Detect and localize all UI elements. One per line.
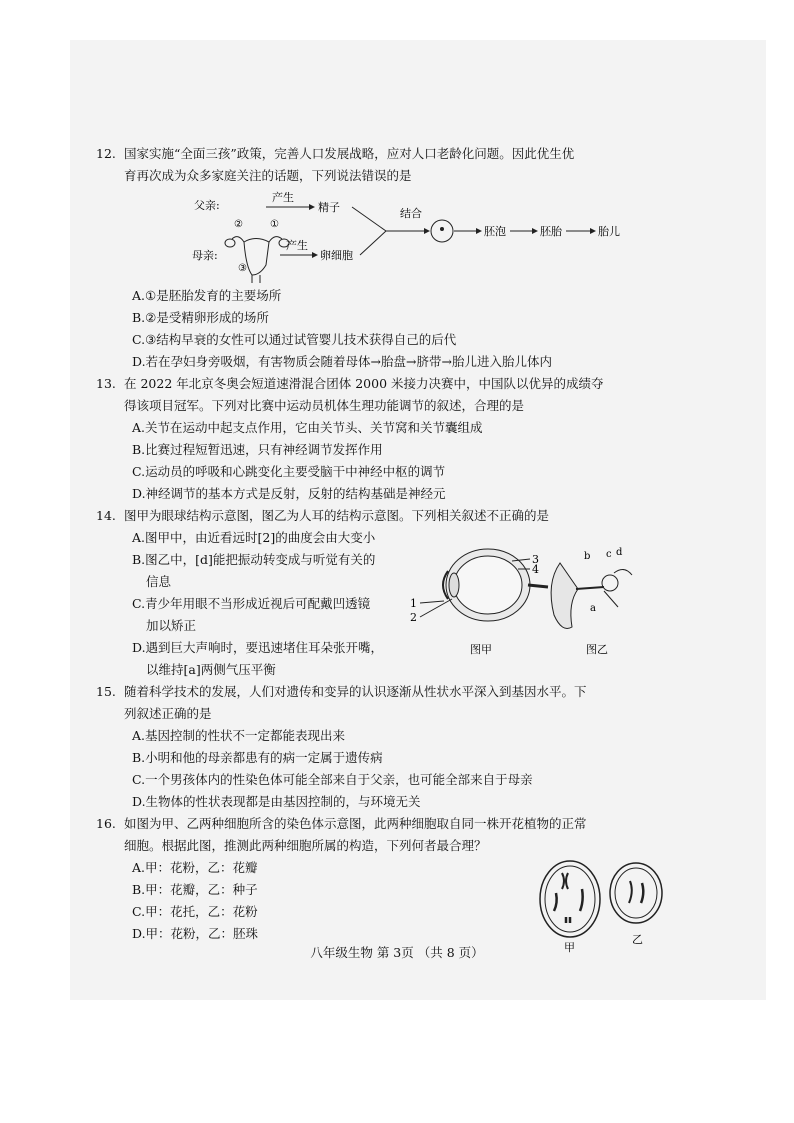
option: D.若在孕妇身旁吸烟，有害物质会随着母体→胎盘→脐带→胎儿进入胎儿体内 (132, 354, 552, 369)
ear-mark-a: a (590, 603, 596, 614)
option: C.甲：花托，乙：花粉 (132, 904, 258, 919)
option: B.小明和他的母亲都患有的病一定属于遗传病 (132, 750, 383, 765)
question-stem: 国家实施“全面三孩”政策，完善人口发展战略，应对人口老龄化问题。因此优生优 (124, 146, 575, 161)
option: A.关节在运动中起支点作用，它由关节头、关节窝和关节囊组成 (132, 420, 483, 435)
option: B.②是受精卵形成的场所 (132, 310, 269, 325)
option: D.生物体的性状表现都是由基因控制的，与环境无关 (132, 794, 421, 809)
question-number: 14. (96, 508, 116, 523)
question-stem: 如图为甲、乙两种细胞所含的染色体示意图，此两种细胞取自同一株开花植物的正常 (124, 816, 587, 831)
cell-jia (540, 861, 600, 937)
ear-mark-d: d (616, 547, 623, 558)
chromosome-figure (536, 859, 666, 955)
eye-diagram (420, 549, 548, 621)
blastocyst-label: 胚泡 (484, 225, 506, 238)
fetus-label: 胎儿 (598, 225, 620, 238)
eye-ear-figure (410, 543, 640, 659)
embryo-label: 胚胎 (540, 225, 562, 238)
marker-1: ② (234, 219, 243, 230)
cell-label-jia: 甲 (564, 941, 575, 954)
question-number: 16. (96, 816, 116, 831)
question-15 (96, 681, 656, 813)
option: C.青少年用眼不当形成近视后可配戴凹透镜 (132, 596, 371, 611)
marker-2: ① (270, 219, 279, 230)
figure-caption-eye: 图甲 (470, 643, 492, 656)
option: C.③结构早衰的女性可以通过试管婴儿技术获得自己的后代 (132, 332, 457, 347)
page-footer: 八年级生物 第 3页 （共 8 页） (310, 945, 484, 960)
question-13 (96, 373, 656, 505)
produce-label: 产生 (272, 191, 294, 204)
question-12 (96, 143, 656, 373)
question-stem: 列叙述正确的是 (124, 706, 212, 721)
option: C.一个男孩体内的性染色体可能全部来自于父亲，也可能全部来自于母亲 (132, 772, 533, 787)
option: B.甲：花瓣，乙：种子 (132, 882, 258, 897)
option: A.图甲中，由近看远时[2]的曲度会由大变小 (132, 530, 376, 545)
mother-label: 母亲: (192, 249, 218, 262)
question-number: 12. (96, 146, 116, 161)
option: B.比赛过程短暂迅速，只有神经调节发挥作用 (132, 442, 383, 457)
question-stem: 得该项目冠军。下列对比赛中运动员机体生理功能调节的叙述，合理的是 (124, 398, 525, 413)
eye-mark-1: 1 (410, 597, 417, 610)
option: D.甲：花粉，乙：胚珠 (132, 926, 259, 941)
question-number: 13. (96, 376, 116, 391)
question-number: 15. (96, 684, 116, 699)
question-stem: 育再次成为众多家庭关注的话题，下列说法错误的是 (124, 168, 412, 183)
produce-label: 产生 (286, 239, 308, 252)
cell-yi (610, 863, 662, 923)
egg-label: 卵细胞 (320, 249, 353, 262)
eye-mark-3: 3 (532, 553, 539, 566)
question-14 (96, 505, 656, 681)
question-stem: 图甲为眼球结构示意图，图乙为人耳的结构示意图。下列相关叙述不正确的是 (124, 508, 550, 523)
question-stem: 在 2022 年北京冬奥会短道速滑混合团体 2000 米接力决赛中，中国队以优异的成绩夺 (124, 376, 604, 391)
question-stem: 细胞。根据此图，推测此两种细胞所属的构造，下列何者最合理？ (124, 838, 487, 853)
option-continued: 以维持[a]两侧气压平衡 (146, 662, 276, 677)
option-continued: 信息 (146, 574, 172, 589)
uterus-icon (225, 237, 289, 283)
combine-label: 结合 (400, 207, 422, 220)
figure-caption-ear: 图乙 (586, 643, 608, 656)
ear-mark-b: b (584, 551, 591, 562)
father-label: 父亲: (194, 199, 220, 212)
cell-label-yi: 乙 (632, 933, 643, 946)
sperm-label: 精子 (318, 201, 340, 214)
eye-mark-4: 4 (532, 563, 539, 576)
marker-3: ③ (238, 263, 247, 274)
option: A.甲：花粉，乙：花瓣 (132, 860, 258, 875)
eye-mark-2: 2 (410, 611, 417, 624)
ear-diagram (551, 563, 632, 629)
option: D.遇到巨大声响时，要迅速堵住耳朵张开嘴， (132, 640, 384, 655)
option: A.①是胚胎发育的主要场所 (132, 288, 282, 303)
option: A.基因控制的性状不一定都能表现出来 (132, 728, 346, 743)
reproduction-diagram (124, 187, 656, 285)
option: D.神经调节的基本方式是反射，反射的结构基础是神经元 (132, 486, 446, 501)
reproduction-diagram-svg (124, 187, 664, 285)
option-continued: 加以矫正 (146, 618, 197, 633)
ear-mark-c: c (606, 549, 612, 560)
option: C.运动员的呼吸和心跳变化主要受脑干中神经中枢的调节 (132, 464, 446, 479)
question-stem: 随着科学技术的发展，人们对遗传和变异的认识逐渐从性状水平深入到基因水平。下 (124, 684, 587, 699)
option: B.图乙中，[d]能把振动转变成与听觉有关的 (132, 552, 376, 567)
